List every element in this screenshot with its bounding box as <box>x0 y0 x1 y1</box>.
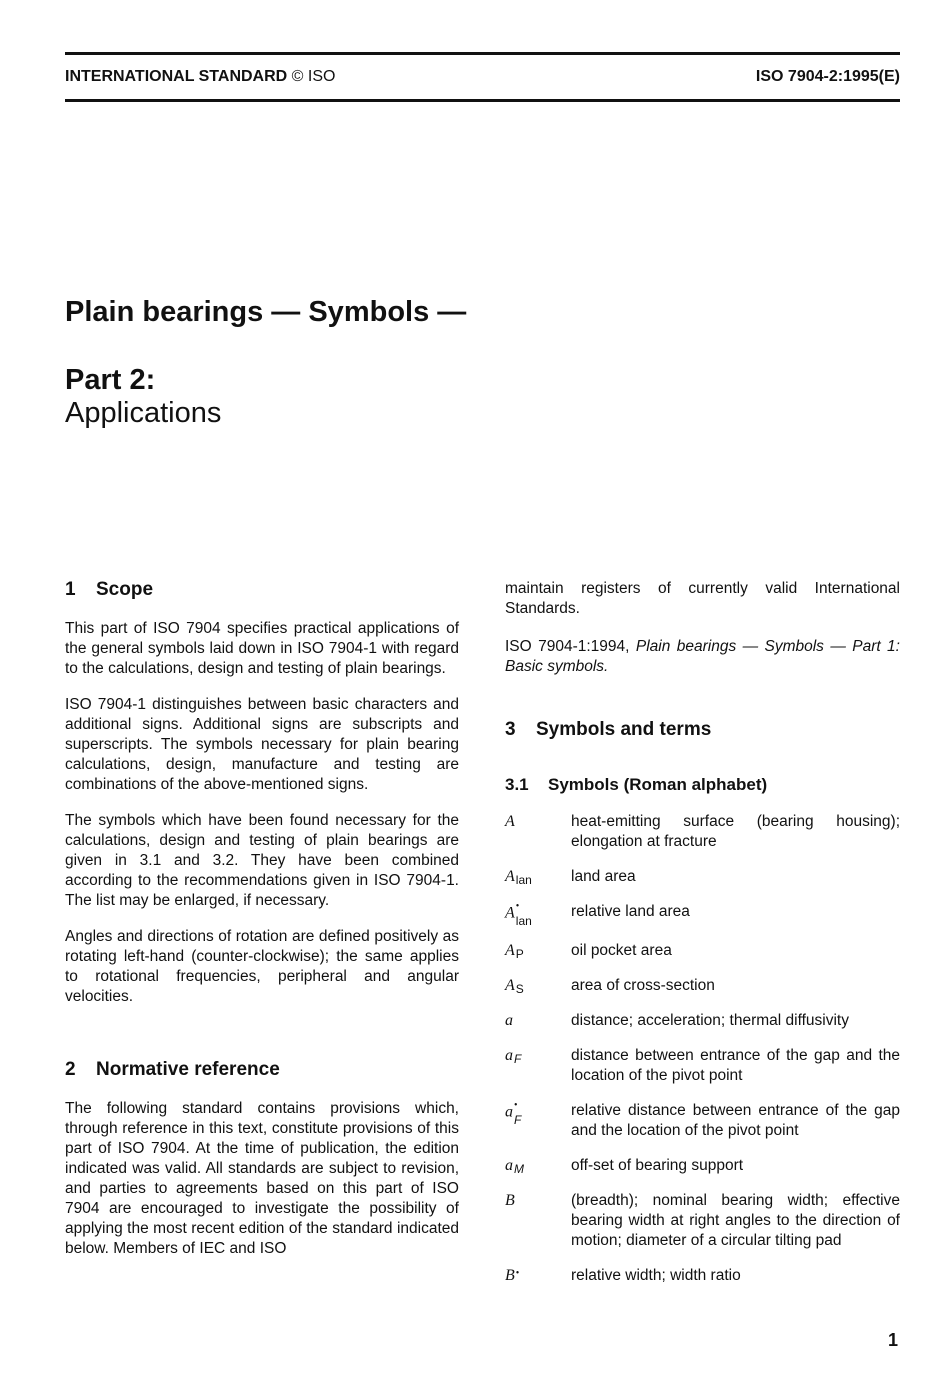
symbol-definition: off-set of bearing support <box>571 1157 744 1174</box>
page-number: 1 <box>887 1330 898 1350</box>
section-title: Scope <box>96 579 154 600</box>
symbol <box>505 1101 571 1141</box>
symbol <box>505 902 571 926</box>
subsection-title: Symbols (Roman alphabet) <box>548 775 768 794</box>
symbol-subscript: P <box>515 946 524 961</box>
symbol-superscript: • <box>514 1100 518 1111</box>
document-title: Plain bearings — Symbols — <box>65 296 467 328</box>
symbol-row <box>505 1101 900 1141</box>
symbol-base: B <box>505 1267 515 1284</box>
symbol-definition: distance between entrance of the gap and the location of the pivot point <box>571 1047 900 1084</box>
symbol-row <box>505 867 900 887</box>
symbol-definition: (breadth); nominal bearing width; effective bearing width at right angles to the direction of motion; diameter of a circular tilting pad <box>571 1192 900 1249</box>
section-number: 2 <box>65 1059 76 1080</box>
section-3-heading <box>505 719 900 741</box>
section-1-heading <box>65 579 459 601</box>
left-column <box>65 579 459 1259</box>
symbol-subscript: F <box>514 1113 522 1127</box>
symbol-definition: land area <box>571 868 636 885</box>
symbol-row <box>505 976 900 996</box>
symbol <box>505 976 571 996</box>
header-copyright: © ISO <box>291 68 336 85</box>
symbol-row <box>505 941 900 961</box>
section-title: Normative reference <box>96 1059 280 1080</box>
symbol <box>505 812 571 852</box>
symbol-base: B <box>505 1192 515 1209</box>
header-bottom-rule <box>65 99 900 102</box>
symbol-definition: distance; acceleration; thermal diffusivity <box>571 1012 849 1029</box>
symbol-definition: heat-emitting surface (bearing housing); elongation at fracture <box>571 813 900 850</box>
symbol-base: a <box>505 1103 513 1121</box>
symbol-definition: relative land area <box>571 903 690 920</box>
symbol-row <box>505 1266 900 1286</box>
section-number: 1 <box>65 579 76 600</box>
symbol-base: a <box>505 1157 513 1174</box>
symbol-definition: relative distance between entrance of the gap and the location of the pivot point <box>571 1102 900 1139</box>
referenced-standard <box>505 637 900 677</box>
part-subtitle: Applications <box>65 397 222 429</box>
section-2-heading <box>65 1059 459 1081</box>
symbol <box>505 1011 571 1031</box>
symbol-subscript: lan <box>515 914 532 928</box>
header-standard-label <box>65 68 335 86</box>
symbol-row <box>505 1191 900 1251</box>
symbol-base: A <box>505 868 515 885</box>
symbol <box>505 941 571 961</box>
symbol-row <box>505 1156 900 1176</box>
subsection-3-1-heading <box>505 775 900 795</box>
symbol-list <box>505 812 900 1286</box>
symbol-row <box>505 1046 900 1086</box>
symbol-superscript: • <box>515 901 520 912</box>
section-title: Symbols and terms <box>536 719 712 740</box>
symbol-base: a <box>505 1047 513 1064</box>
symbol-definition: area of cross-section <box>571 977 715 994</box>
normative-reference-paragraph: The following standard contains provisions which, through reference in this text, constitute provisions of this part of ISO 7904. At the time of publication, the edition indicated was valid. All standards are subject to revision, and parties to agreements based on this part of ISO 7904 are encouraged to investigate the possibility of applying the most recent edition of the standard indicated below. Members of IEC and ISO <box>65 1100 459 1257</box>
symbol-subscript <box>516 1278 520 1284</box>
symbol-row <box>505 1011 900 1031</box>
symbol <box>505 1191 571 1251</box>
symbol-base: A <box>505 904 515 922</box>
symbol-subscript: S <box>515 981 524 996</box>
symbol-row <box>505 902 900 926</box>
subsection-number: 3.1 <box>505 775 529 794</box>
reference-title: Plain bearings — Symbols — Part 1: Basic symbols. <box>505 638 900 675</box>
reference-prefix: ISO 7904-1:1994, <box>505 638 630 655</box>
scope-paragraph-2: ISO 7904-1 distinguishes between basic characters and additional signs. Additional signs are subscripts and superscripts. The symbols necessary for plain bearing calculations, design, manufacture and testing are combinations of the above-mentioned signs. <box>65 696 459 793</box>
header-top-rule <box>65 52 900 55</box>
symbol-base: A <box>505 942 515 959</box>
symbol-subscript: F <box>514 1051 522 1066</box>
symbol-base: A <box>505 977 515 994</box>
scope-paragraph-1: This part of ISO 7904 specifies practical applications of the general symbols laid down in ISO 7904-1 with regard to the calculations, design and testing of plain bearings. <box>65 620 459 677</box>
symbol <box>505 867 571 887</box>
symbol <box>505 1046 571 1086</box>
right-column <box>505 579 900 1286</box>
symbol-row <box>505 812 900 852</box>
symbol-subscript: lan <box>515 872 532 887</box>
normative-reference-continuation: maintain registers of currently valid International Standards. <box>505 580 900 617</box>
scope-paragraph-3: The symbols which have been found necessary for the calculations, design and testing of plain bearings are given in 3.1 and 3.2. They have been combined according to the recommendations given in ISO 7904-1. The list may be enlarged, if necessary. <box>65 812 459 909</box>
symbol <box>505 1266 571 1286</box>
symbol-base: A <box>505 813 515 830</box>
symbol-superscript: • <box>515 1267 520 1279</box>
symbol-subscript: M <box>514 1161 524 1176</box>
symbol-base: a <box>505 1012 513 1029</box>
header-document-number: ISO 7904-2:1995(E) <box>755 68 900 85</box>
section-number: 3 <box>505 719 516 740</box>
symbol <box>505 1156 571 1176</box>
part-label: Part 2: <box>65 364 156 396</box>
scope-paragraph-4: Angles and directions of rotation are defined positively as rotating left-hand (counter-clockwise); the same applies to rotational frequencies, peripheral and angular velocities. <box>65 928 459 1005</box>
header-left-label: INTERNATIONAL STANDARD <box>65 68 288 85</box>
symbol-definition: oil pocket area <box>571 942 672 959</box>
symbol-definition: relative width; width ratio <box>571 1267 741 1284</box>
